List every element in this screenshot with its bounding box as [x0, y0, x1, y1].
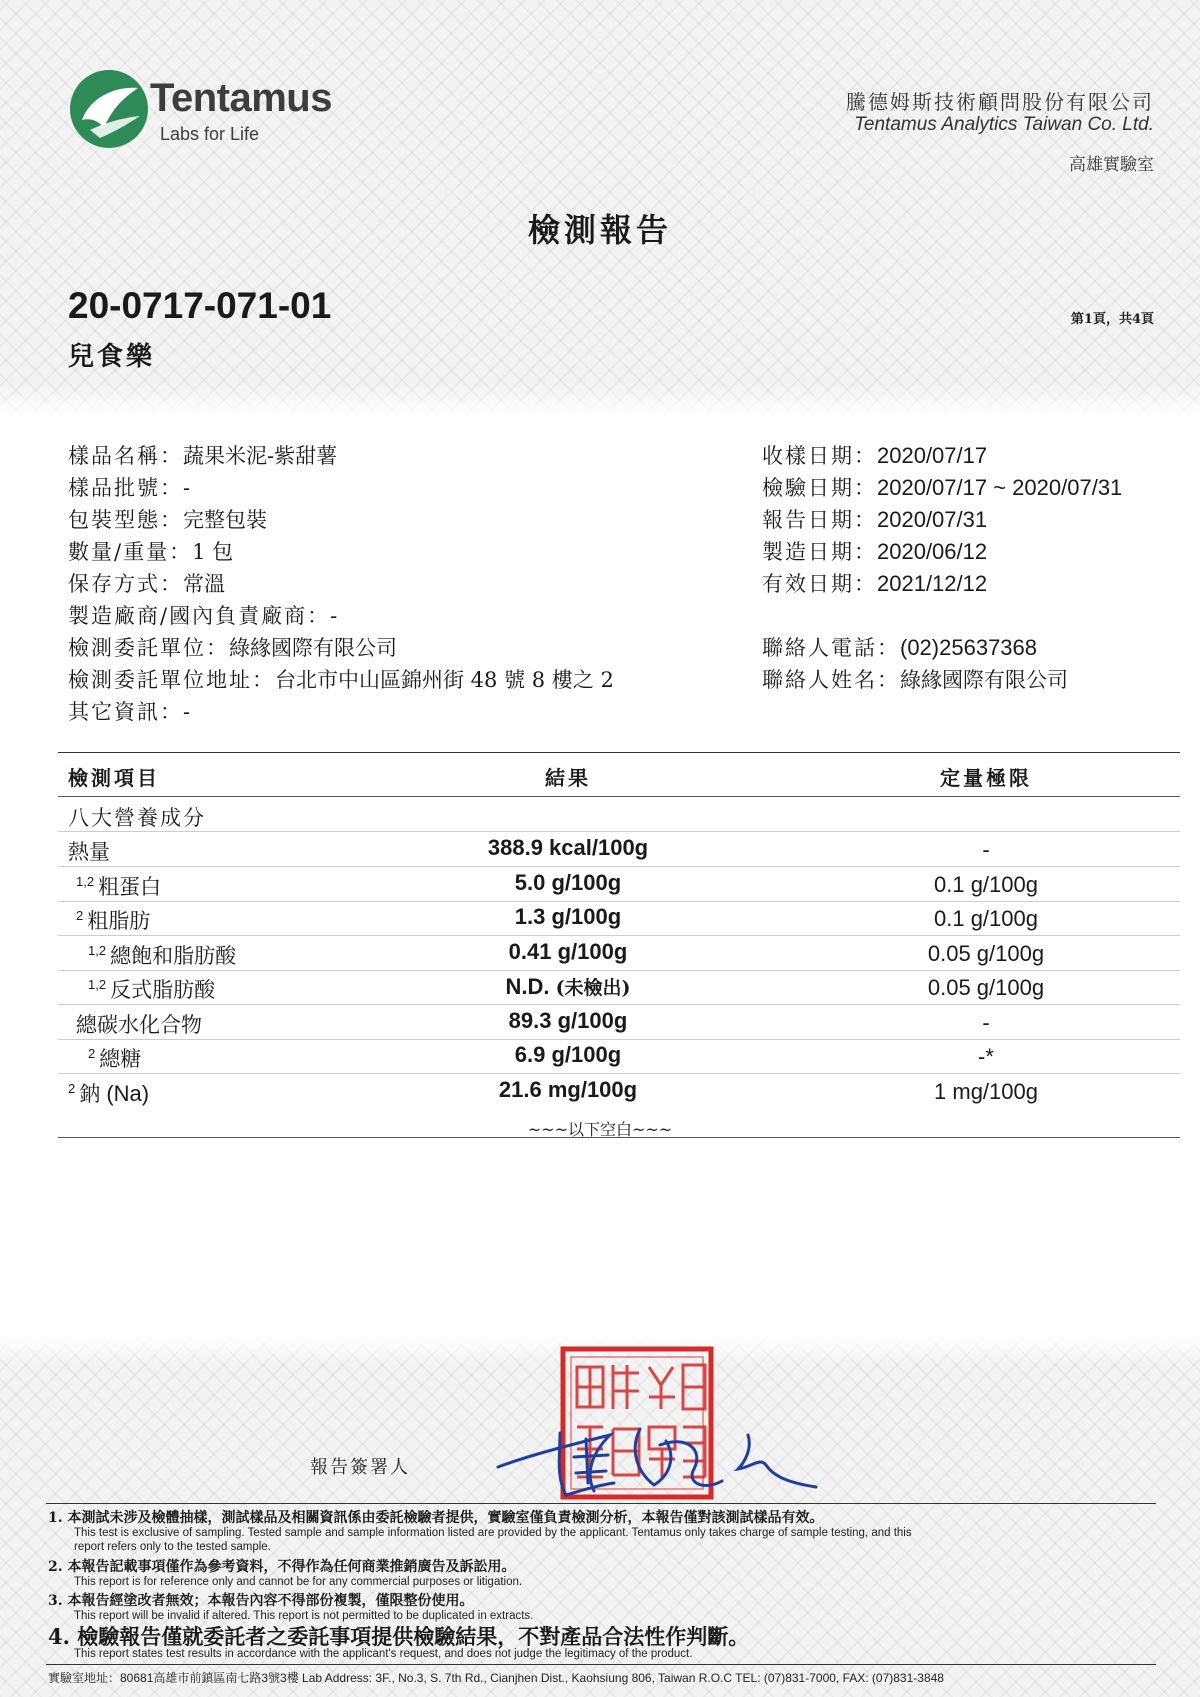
manufacture-date-label: 製造日期： [762, 540, 877, 564]
manufacturer-label: 製造廠商/國內負責廠商： [68, 604, 331, 628]
note-1-zh: 1. 本測試未涉及檢體抽樣，測試樣品及相關資訊係由委託檢驗者提供，實驗室僅負責檢測分析，本報告僅對該測試樣品有效。 [48, 1510, 824, 1526]
client-address-value: 台北市中山區錦州街 48 號 8 樓之 2 [275, 668, 614, 692]
packaging-row [68, 504, 267, 534]
result-value: 21.6 mg/100g [498, 1076, 638, 1102]
table-row-item [88, 940, 236, 970]
quantity-label: 數量/重量： [68, 540, 193, 564]
company-name-en: Tentamus Analytics Taiwan Co. Ltd. [854, 114, 1154, 135]
table-header-rule [58, 796, 1180, 797]
row-divider [58, 831, 1180, 832]
row-divider [58, 970, 1180, 971]
sample-name-value: 蔬果米泥-紫甜薯 [183, 444, 338, 468]
item-name: 總糖 [99, 1047, 142, 1071]
sample-name-row [68, 440, 337, 470]
table-row-loq: 1 mg/100g [934, 1078, 1038, 1104]
report-date-row [762, 504, 987, 534]
result-value: 6.9 g/100g [514, 1042, 622, 1067]
client-label: 檢測委託單位： [68, 636, 229, 660]
note-2-zh: 2. 本報告記載事項僅作為參考資料，不得作為任何商業推銷廣告及訴訟用。 [48, 1559, 516, 1575]
footnote-ref: 2 [76, 908, 84, 923]
col-header-item: 檢測項目 [68, 766, 160, 790]
report-date-value: 2020/07/31 [877, 507, 988, 532]
item-name: 總碳水化合物 [76, 1012, 202, 1037]
table-row-result [368, 870, 768, 896]
result-value: 0.41 g/100g [508, 938, 628, 964]
note-1-en: This test is exclusive of sampling. Tested sample and sample information listed are provided by the applicant. Tentamus only takes charge of sample testing, and this [74, 1527, 912, 1539]
table-row-loq: 0.05 g/100g [927, 975, 1045, 1000]
handwritten-signature-icon [490, 1405, 830, 1505]
col-header-result: 結果 [545, 766, 591, 790]
note-4-en: This report states test results in accordance with the applicant's request, and does not judge the legitimacy of the product. [74, 1648, 693, 1660]
table-row-loq: 0.05 g/100g [927, 940, 1045, 966]
footer-address-rule [46, 1664, 1156, 1665]
result-value: 388.9 kcal/100g [487, 835, 649, 860]
quantity-value: 1 包 [192, 540, 234, 564]
packaging-label: 包裝型態： [68, 508, 183, 532]
storage-label: 保存方式： [68, 572, 183, 596]
packaging-value: 完整包裝 [183, 508, 267, 532]
received-date-row [762, 440, 987, 470]
note-3-en: This report will be invalid if altered. This report is not permitted to be duplicated in extracts. [74, 1610, 534, 1622]
test-date-row [762, 472, 1122, 502]
row-divider [58, 935, 1180, 936]
client-row [68, 632, 397, 662]
table-row-item [68, 836, 110, 866]
storage-row [68, 568, 225, 598]
table-row-result [368, 835, 768, 861]
test-date-value: 2020/07/17 ~ 2020/07/31 [877, 475, 1123, 500]
lab-name: 高雄實驗室 [1069, 155, 1154, 175]
batch-row [68, 472, 190, 502]
other-info-value: - [183, 700, 191, 724]
item-name: 反式脂肪酸 [110, 978, 216, 1002]
row-divider [58, 1004, 1180, 1005]
logo-tagline: Labs for Life [160, 124, 260, 144]
note-2-en: This report is for reference only and cannot be for any commercial purposes or litigation. [74, 1576, 523, 1588]
result-value: 1.3 g/100g [514, 904, 622, 929]
storage-value: 常溫 [183, 572, 225, 596]
item-name-latin: (Na) [100, 1080, 150, 1106]
footnote-ref: 1,2 [76, 873, 95, 889]
batch-label: 樣品批號： [68, 476, 183, 500]
section-title: 八大營養成分 [68, 806, 206, 830]
blank-below-note: ~~~以下空白~~~ [527, 1120, 673, 1139]
contact-name-value: 綠緣國際有限公司 [900, 668, 1068, 692]
other-info-row [68, 696, 190, 726]
manufacture-date-value: 2020/06/12 [877, 539, 988, 564]
table-row-result [368, 939, 768, 965]
col-header-loq: 定量極限 [940, 766, 1032, 790]
note-1-en-cont: report refers only to the tested sample. [74, 1541, 271, 1553]
footnote-ref: 1,2 [88, 942, 107, 958]
item-name: 鈉 [79, 1081, 101, 1106]
table-row-item [68, 1078, 149, 1108]
footnote-ref: 1,2 [88, 977, 107, 992]
signer-label: 報告簽署人 [310, 1457, 410, 1478]
row-divider [58, 866, 1180, 867]
company-name-zh: 騰德姆斯技術顧問股份有限公司 [846, 90, 1154, 114]
tentamus-logo-icon [68, 68, 150, 150]
note-3-zh: 3. 本報告經塗改者無效；本報告內容不得部份複製，僅限整份使用。 [48, 1593, 474, 1609]
other-info-label: 其它資訊： [68, 700, 183, 724]
client-short-name: 兒食樂 [68, 342, 156, 372]
row-divider [58, 1073, 1180, 1074]
table-row-loq: - [982, 837, 990, 862]
table-row-item [76, 1009, 202, 1039]
item-name: 粗脂肪 [87, 909, 151, 933]
table-row-result [368, 1008, 768, 1034]
expiry-date-label: 有效日期： [762, 572, 877, 596]
sample-name-label: 樣品名稱： [68, 444, 183, 468]
lab-address: 實驗室地址：80681高雄市前鎮區南七路3號3樓 Lab Address: 3F., No.3, S. 7th Rd., Cianjhen Dist., Kaohsiung 806, Taiwan R.O.C TEL: (07)831-7000, FAX: (07)831-3848 [48, 1671, 944, 1685]
footer-top-rule [46, 1503, 1156, 1504]
row-divider [58, 1039, 1180, 1040]
result-value: N.D. [505, 974, 556, 999]
test-date-label: 檢驗日期： [762, 476, 877, 500]
footnote-ref: 2 [68, 1080, 76, 1096]
expiry-date-row [762, 568, 987, 598]
table-row-item [88, 1043, 141, 1073]
table-top-rule [58, 752, 1180, 753]
manufacturer-value: - [330, 604, 338, 628]
page-indicator: 第1頁，共4頁 [1070, 312, 1154, 327]
pattern-fade [0, 385, 1200, 417]
table-row-item [88, 974, 215, 1004]
table-row-result [368, 973, 768, 1000]
received-date-label: 收樣日期： [762, 444, 877, 468]
item-name: 粗蛋白 [98, 874, 162, 899]
row-divider [58, 901, 1180, 902]
table-row-loq: 0.1 g/100g [934, 906, 1038, 931]
footnote-ref: 2 [88, 1046, 96, 1061]
table-row-item [76, 871, 161, 901]
report-number: 20-0717-071-01 [68, 285, 332, 326]
item-name: 熱量 [68, 840, 110, 864]
manufacture-date-row [762, 536, 987, 566]
batch-value: - [183, 476, 191, 500]
manufacturer-row [68, 600, 337, 630]
table-row-loq: -* [978, 1044, 994, 1069]
client-address-label: 檢測委託單位地址： [68, 668, 275, 692]
report-date-label: 報告日期： [762, 508, 877, 532]
received-date-value: 2020/07/17 [877, 443, 988, 468]
item-name: 總飽和脂肪酸 [110, 943, 237, 968]
table-row-result [368, 1077, 768, 1103]
contact-phone-label: 聯絡人電話： [762, 636, 900, 660]
contact-name-label: 聯絡人姓名： [762, 668, 900, 692]
quantity-row [68, 536, 233, 566]
client-value: 綠緣國際有限公司 [229, 636, 397, 660]
contact-phone-row [762, 632, 1037, 662]
expiry-date-value: 2021/12/12 [877, 571, 988, 596]
table-row-loq: 0.1 g/100g [934, 871, 1038, 897]
note-4-zh: 4. 檢驗報告僅就委託者之委託事項提供檢驗結果，不對產品合法性作判斷。 [48, 1624, 750, 1649]
result-value: 5.0 g/100g [514, 869, 622, 895]
result-note: (未檢出) [555, 977, 631, 999]
document-title: 檢測報告 [527, 211, 672, 249]
table-row-item [76, 905, 150, 935]
table-row-loq: - [982, 1009, 990, 1035]
contact-phone-value: (02)25637368 [900, 635, 1038, 660]
client-address-row [68, 664, 614, 694]
result-value: 89.3 g/100g [508, 1007, 628, 1033]
contact-name-row [762, 664, 1068, 694]
logo-wordmark: Tentamus [150, 76, 332, 120]
table-row-result [368, 1042, 768, 1068]
table-row-result [368, 904, 768, 930]
